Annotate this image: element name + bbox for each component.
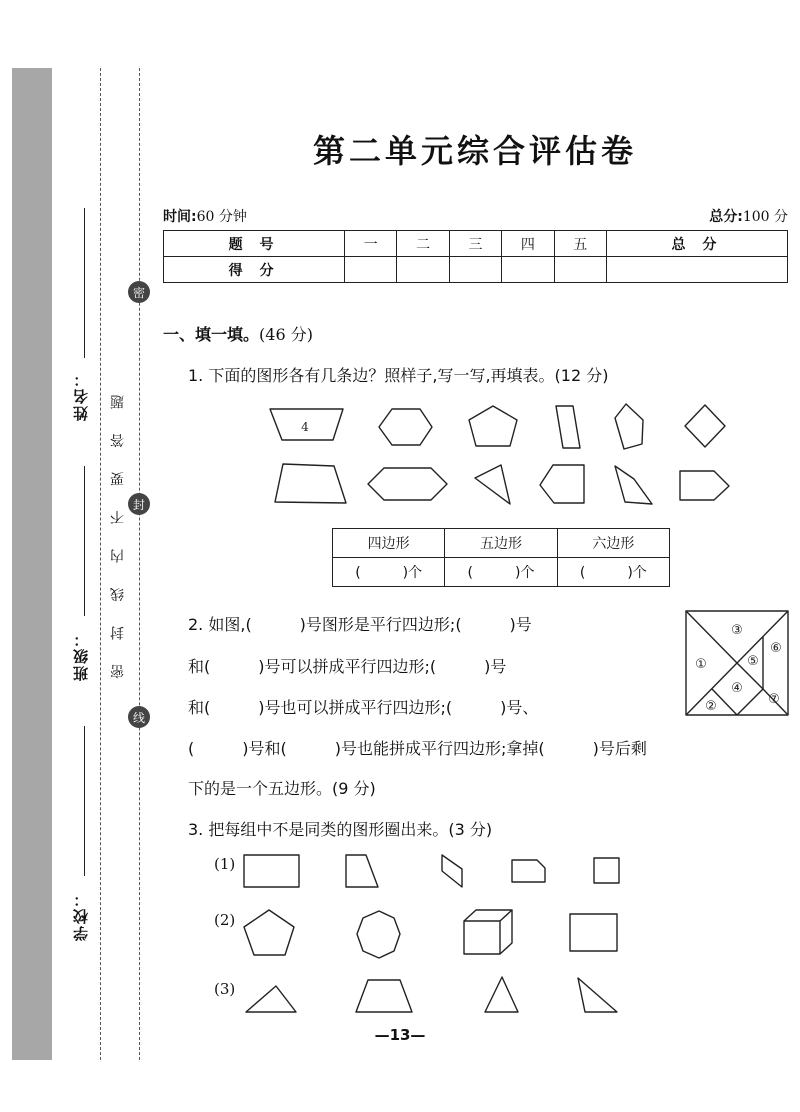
q1-shape-pentagon-2 <box>540 465 584 503</box>
q1-shape-quadrilateral <box>275 464 346 503</box>
question-2-line-3: 和( )号也可以拼成平行四边形;( )号、 <box>188 698 539 717</box>
cube-front <box>464 921 500 954</box>
section-1-title: 一、填一填。(46 分) <box>163 325 313 344</box>
score-col-5: 五 <box>554 231 606 257</box>
q3-g3-right-triangle <box>578 978 617 1012</box>
tangram-label-2: ② <box>705 699 717 714</box>
score-col-total: 总 分 <box>606 231 787 257</box>
q3-group-3-label: (3) <box>214 980 236 998</box>
tangram-label-7: ⑦ <box>768 692 780 707</box>
q1-shape-quadrilateral-3 <box>615 466 652 504</box>
score-col-1: 一 <box>345 231 397 257</box>
q3-g1-pentagon <box>512 860 545 882</box>
score-col-2: 二 <box>397 231 449 257</box>
cube-top <box>464 910 512 921</box>
q3-g3-trapezoid <box>356 980 412 1012</box>
q1-answer-pentagon[interactable]: ( )个 <box>445 558 557 587</box>
q3-g2-pentagon <box>244 910 294 955</box>
q1-shape-rhombus <box>685 405 725 447</box>
score-col-4: 四 <box>502 231 554 257</box>
tangram-label-5: ⑤ <box>747 654 759 669</box>
q1-shape-pentagon <box>469 406 517 446</box>
question-2-line-2: 和( )号可以拼成平行四边形;( )号 <box>188 657 507 676</box>
q1-example-number: 4 <box>301 420 309 434</box>
time-info: 时间:60 分钟 <box>163 209 247 225</box>
q1-header-quadrilateral: 四边形 <box>333 529 445 558</box>
q1-shape-pentagon-irregular <box>615 404 643 449</box>
q3-g2-rectangle <box>570 914 617 951</box>
seal-xian: 线 <box>128 706 150 728</box>
q3-group-1-label: (1) <box>214 855 236 873</box>
total-info: 总分:100 分 <box>709 209 788 225</box>
tangram-label-4: ④ <box>731 681 743 696</box>
seal-feng: 封 <box>128 493 150 515</box>
q1-header-hexagon: 六边形 <box>557 529 669 558</box>
score-row-label: 得 分 <box>164 257 345 283</box>
class-label: 班级： <box>72 630 90 681</box>
tangram-label-3: ③ <box>731 623 743 638</box>
q1-shape-long-hexagon <box>368 468 447 500</box>
tangram-label-1: ① <box>695 657 707 672</box>
question-2-line-4: ( )号和( )号也能拼成平行四边形;拿掉( )号后剩 <box>188 739 647 758</box>
seal-mi: 密 <box>128 281 150 303</box>
tangram-label-6: ⑥ <box>770 641 782 656</box>
q3-g1-square <box>594 858 619 883</box>
page-number: —13— <box>374 1026 426 1044</box>
q3-g3-triangle <box>246 986 296 1012</box>
cube-side <box>500 910 512 954</box>
q1-header-pentagon: 五边形 <box>445 529 557 558</box>
q1-shape-parallelogram <box>556 406 580 448</box>
q1-shape-pentagon-3 <box>680 471 729 500</box>
name-label: 姓名： <box>72 370 90 421</box>
q3-g1-parallelogram <box>442 855 462 887</box>
question-2-line-1: 2. 如图,( )号图形是平行四边形;( )号 <box>188 615 532 634</box>
tangram-edge <box>686 611 737 663</box>
page-title: 第二单元综合评估卷 <box>312 132 637 170</box>
score-cell-label: 题 号 <box>164 231 345 257</box>
q1-answer-quadrilateral[interactable]: ( )个 <box>333 558 445 587</box>
q3-g1-trapezoid <box>346 855 378 887</box>
q3-g2-heptagon <box>357 911 400 958</box>
q1-answer-hexagon[interactable]: ( )个 <box>557 558 669 587</box>
q3-group-2-label: (2) <box>214 911 236 929</box>
question-3-text: 3. 把每组中不是同类的图形圈出来。(3 分) <box>188 820 493 839</box>
q3-g1-rectangle <box>244 855 299 887</box>
q3-g3-isosceles-triangle <box>485 977 518 1012</box>
school-label: 学校： <box>72 890 90 941</box>
question-2-line-5: 下的是一个五边形。(9 分) <box>188 779 376 798</box>
binding-warning: 密 封 线 内 不 要 答 题 <box>110 385 126 679</box>
q1-shape-hexagon <box>379 409 432 445</box>
q1-shape-quadrilateral-2 <box>475 465 510 504</box>
score-col-3: 三 <box>449 231 501 257</box>
question-1-text: 1. 下面的图形各有几条边？照样子,写一写,再填表。(12 分) <box>188 366 609 385</box>
q3-g2-cube <box>464 910 512 954</box>
